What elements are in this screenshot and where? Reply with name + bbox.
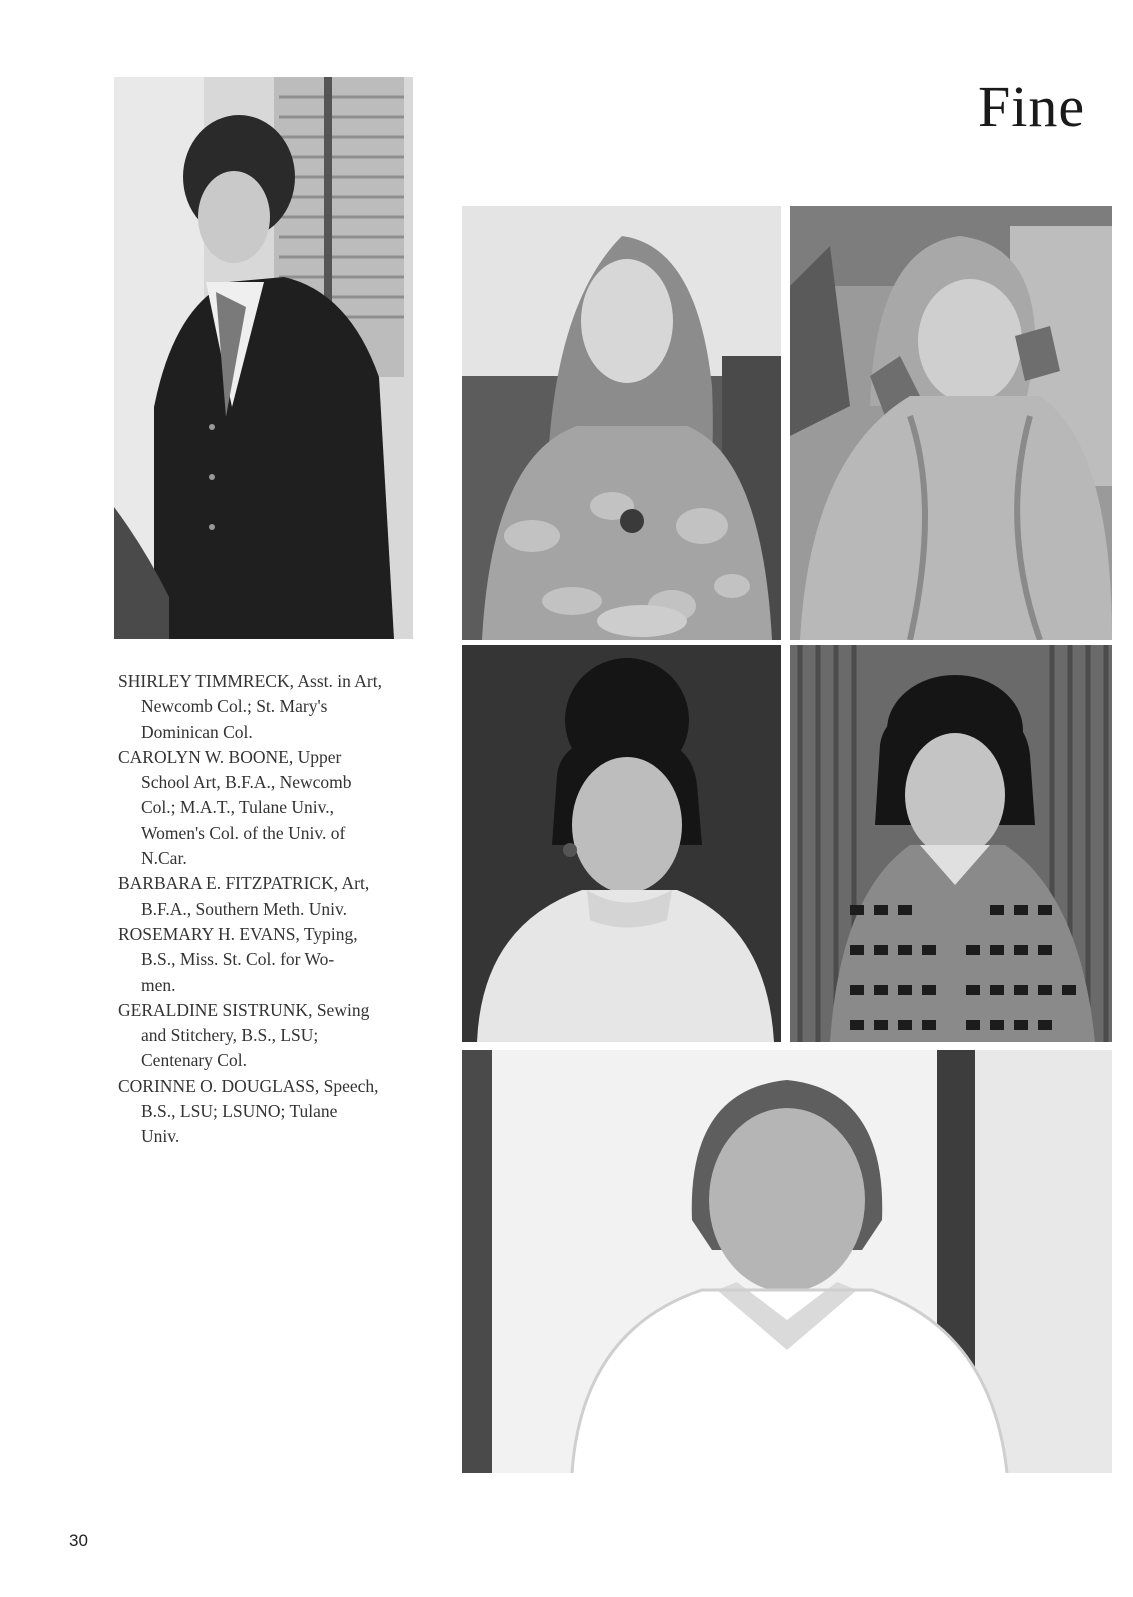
caption-entry xyxy=(118,745,434,871)
caption-entry xyxy=(118,998,434,1074)
caption-line: Dominican Col. xyxy=(141,721,253,742)
caption-line: B.S., LSU; LSUNO; Tulane xyxy=(141,1101,338,1122)
caption-line: CAROLYN W. BOONE, Upper xyxy=(118,746,342,767)
page-number: 30 xyxy=(69,1531,88,1550)
caption-line: Newcomb Col.; St. Mary's xyxy=(141,696,328,717)
caption-entry xyxy=(118,922,434,998)
caption-line: Univ. xyxy=(141,1126,180,1147)
caption-line: Col.; M.A.T., Tulane Univ., xyxy=(141,797,335,818)
caption-line: N.Car. xyxy=(141,848,187,869)
caption-entry xyxy=(118,871,434,922)
caption-entry xyxy=(118,669,434,745)
faculty-captions xyxy=(118,669,434,1150)
portrait-photo-bouffant-sweater xyxy=(462,645,781,1042)
portrait-photo-shutters xyxy=(114,77,413,639)
caption-line: B.S., Miss. St. Col. for Wo- xyxy=(141,949,335,970)
caption-line: CORINNE O. DOUGLASS, Speech, xyxy=(118,1075,379,1096)
caption-line: School Art, B.F.A., Newcomb xyxy=(141,772,352,793)
page-heading: Fine xyxy=(978,74,1086,139)
caption-line: Women's Col. of the Univ. of xyxy=(141,822,346,843)
portrait-photo-candid-coat xyxy=(790,206,1112,640)
caption-line: men. xyxy=(141,974,176,995)
portrait-photo-long-hair xyxy=(462,206,781,640)
caption-line: B.F.A., Southern Meth. Univ. xyxy=(141,898,348,919)
caption-line: and Stitchery, B.S., LSU; xyxy=(141,1025,319,1046)
caption-entry xyxy=(118,1074,434,1150)
caption-line: BARBARA E. FITZPATRICK, Art, xyxy=(118,873,370,894)
caption-line: GERALDINE SISTRUNK, Sewing xyxy=(118,999,370,1020)
portrait-photo-white-shirt xyxy=(462,1050,1112,1473)
caption-line: SHIRLEY TIMMRECK, Asst. in Art, xyxy=(118,671,382,691)
caption-line: ROSEMARY H. EVANS, Typing, xyxy=(118,923,358,944)
portrait-photo-patterned-dress xyxy=(790,645,1112,1042)
caption-line: Centenary Col. xyxy=(141,1050,247,1071)
